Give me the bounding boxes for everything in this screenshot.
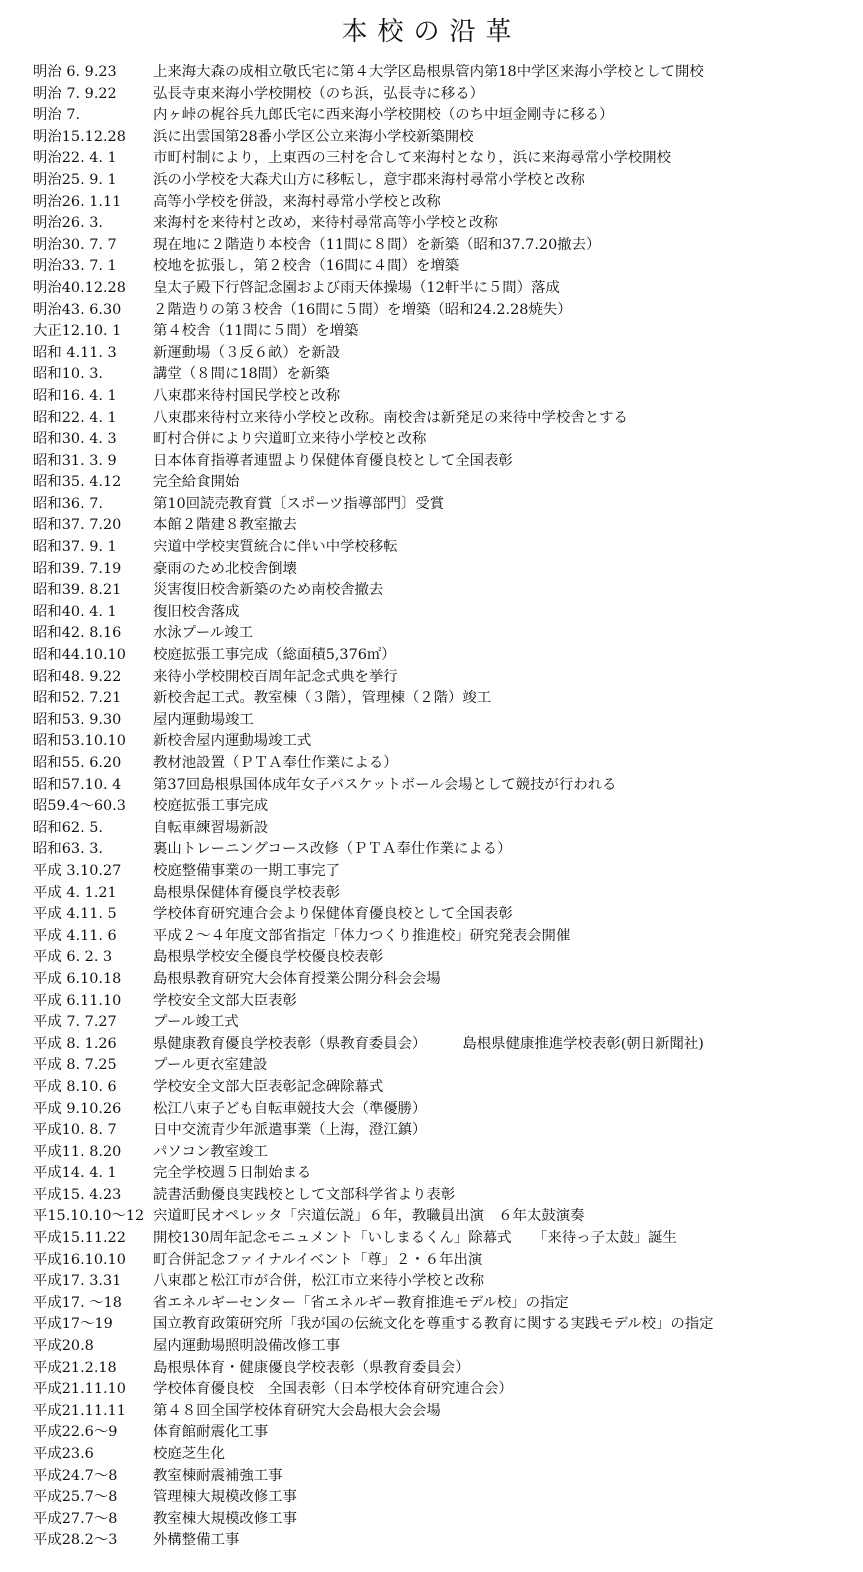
history-list (33, 62, 853, 1552)
entry-date: 平成11. 8.20 (33, 1143, 122, 1160)
entry-date: 平成 3.10.27 (33, 862, 122, 879)
history-entry (33, 1358, 853, 1380)
entry-date: 昭和53. 9.30 (33, 711, 122, 728)
entry-event: 来海村を来待村と改め，来待村尋常高等小学校と改称 (153, 215, 498, 232)
entry-event: 町村合併により宍道町立来待小学校と改称 (153, 431, 427, 448)
entry-event: ２階造りの第３校舎（16間に５間）を増築（昭和24.2.28焼失） (153, 301, 572, 318)
entry-date: 明治26. 3. (33, 215, 103, 232)
entry-event: 復旧校舎落成 (153, 603, 240, 620)
entry-event: 省エネルギーセンター「省エネルギー教育推進モデル校」の指定 (153, 1294, 569, 1311)
history-entry (33, 623, 853, 645)
entry-date: 昭和63. 3. (33, 841, 103, 858)
entry-date: 平成16.10.10 (33, 1251, 126, 1268)
history-entry (33, 1336, 853, 1358)
entry-event: 体育館耐震化工事 (153, 1424, 269, 1441)
entry-event: 八束郡来待村国民学校と改称 (153, 387, 341, 404)
entry-date: 平成 7. 7.27 (33, 1014, 117, 1031)
entry-event: 学校体育研究連合会より保健体育優良校として全国表彰 (153, 906, 513, 923)
history-entry (33, 537, 853, 559)
entry-event: 第10回読売教育賞〔スポーツ指導部門〕受賞 (153, 495, 445, 512)
entry-event: 弘長寺東来海小学校開校（のち浜，弘長寺に移る） (153, 85, 484, 102)
history-entry (33, 1163, 853, 1185)
history-entry (33, 1379, 853, 1401)
entry-date: 昭和 4.11. 3 (33, 344, 117, 361)
history-entry (33, 969, 853, 991)
history-entry (33, 84, 853, 106)
entry-event: 水泳プール竣工 (153, 625, 254, 642)
history-entry (33, 1185, 853, 1207)
history-entry (33, 1466, 853, 1488)
entry-event: 本館２階建８教室撤去 (153, 517, 297, 534)
history-entry (33, 775, 853, 797)
entry-event: 第４校舎（11間に５間）を増築 (153, 323, 359, 340)
entry-event: 日中交流青少年派遣事業（上海，澄江鎮） (153, 1122, 427, 1139)
entry-event: 現在地に２階造り本校舎（11間に８間）を新築（昭和37.7.20撤去） (153, 236, 601, 253)
entry-event: 浜に出雲国第28番小学区公立来海小学校新築開校 (153, 128, 474, 145)
history-entry (33, 213, 853, 235)
history-entry (33, 429, 853, 451)
entry-event: 宍道町民オペレッタ「宍道伝説」６年，教職員出演 ６年太鼓演奏 (153, 1208, 585, 1225)
entry-event: 町合併記念ファイナルイベント「尊」２・６年出演 (153, 1251, 483, 1268)
entry-date: 明治 6. 9.23 (33, 64, 117, 80)
entry-date: 昭和39. 8.21 (33, 582, 122, 599)
history-entry (33, 278, 853, 300)
entry-date: 平成 8. 7.25 (33, 1057, 117, 1074)
entry-date: 平成 4.11. 6 (33, 927, 117, 944)
entry-event: 高等小学校を併設，来海村尋常小学校と改称 (153, 193, 441, 210)
entry-date: 昭和36. 7. (33, 495, 103, 512)
history-entry (33, 731, 853, 753)
history-entry (33, 667, 853, 689)
entry-event: 校庭拡張工事完成（総面積5,376㎡） (153, 647, 396, 664)
entry-event: 教室棟耐震補強工事 (153, 1467, 283, 1484)
entry-event: プール竣工式 (153, 1014, 239, 1031)
history-entry (33, 710, 853, 732)
entry-event: 上来海大森の成相立敬氏宅に第４大学区島根県管内第18中学区来海小学校として開校 (153, 64, 704, 80)
history-entry (33, 1293, 853, 1315)
entry-event: 八束郡来待村立来待小学校と改称。南校舎は新発足の来待中学校舎とする (153, 409, 628, 426)
history-entry (33, 1142, 853, 1164)
entry-event: 宍道中学校実質統合に伴い中学校移転 (153, 539, 398, 556)
entry-event: 八束郡と松江市が合併，松江市立来待小学校と改称 (153, 1273, 484, 1290)
entry-event: 学校安全文部大臣表彰記念碑除幕式 (153, 1078, 384, 1095)
entry-date: 明治30. 7. 7 (33, 236, 117, 253)
entry-date: 平成17. 3.31 (33, 1273, 122, 1290)
history-entry (33, 559, 853, 581)
entry-date: 平成15. 4.23 (33, 1186, 122, 1203)
entry-date: 昭和39. 7.19 (33, 560, 122, 577)
entry-date: 昭和62. 5. (33, 819, 103, 836)
entry-date: 平成 6. 2. 3 (33, 949, 113, 966)
entry-event: 開校130周年記念モニュメント「いしまるくん」除幕式 「来待っ子太鼓」誕生 (153, 1230, 677, 1247)
history-entry (33, 1422, 853, 1444)
entry-event: 新校舎起工式。教室棟（３階），管理棟（２階）竣工 (153, 690, 492, 707)
entry-date: 平成15.11.22 (33, 1230, 126, 1247)
entry-date: 昭和44.10.10 (33, 647, 126, 664)
entry-date: 昭和40. 4. 1 (33, 603, 117, 620)
history-entry (33, 1250, 853, 1272)
entry-date: 平成20.8 (33, 1338, 94, 1355)
entry-event: 第37回島根県国体成年女子バスケットボール会場として競技が行われる (153, 776, 617, 793)
history-entry (33, 1099, 853, 1121)
entry-date: 明治26. 1.11 (33, 193, 122, 210)
entry-event: 新運動場（３反６畝）を新設 (153, 344, 341, 361)
entry-date: 昭和48. 9.22 (33, 668, 122, 685)
entry-event: 外構整備工事 (153, 1532, 240, 1549)
entry-event: 災害復旧校舎新築のため南校舎撤去 (153, 582, 384, 599)
entry-date: 平成 4. 1.21 (33, 884, 117, 901)
history-entry (33, 62, 853, 84)
entry-date: 平成 8. 1.26 (33, 1035, 117, 1052)
entry-event: 校庭拡張工事完成 (153, 798, 269, 815)
entry-event: 来待小学校開校百周年記念式典を挙行 (153, 668, 398, 685)
history-entry (33, 861, 853, 883)
history-entry (33, 343, 853, 365)
history-entry (33, 926, 853, 948)
history-entry (33, 991, 853, 1013)
entry-event: 島根県教育研究大会体育授業公開分科会会場 (153, 970, 441, 987)
entry-event: 読書活動優良実践校として文部科学省より表彰 (153, 1186, 456, 1203)
entry-event: 第４８回全国学校体育研究大会島根大会会場 (153, 1402, 441, 1419)
entry-date: 平成23.6 (33, 1446, 94, 1462)
history-entry (33, 1120, 853, 1142)
entry-event: 平成２～４年度文部省指定「体力つくり推進校」研究発表会開催 (153, 927, 571, 944)
history-entry (33, 321, 853, 343)
history-entry (33, 386, 853, 408)
entry-date: 昭和37. 7.20 (33, 517, 122, 534)
entry-event: 島根県学校安全優良学校優良校表彰 (153, 949, 384, 966)
entry-event: 校庭芝生化 (153, 1446, 225, 1462)
entry-date: 平成 9.10.26 (33, 1100, 122, 1117)
entry-event: 県健康教育優良学校表彰（県教育委員会） 島根県健康推進学校表彰(朝日新聞社) (153, 1035, 704, 1052)
entry-date: 大正12.10. 1 (33, 323, 122, 340)
history-entry (33, 1401, 853, 1423)
history-entry (33, 1444, 853, 1466)
history-entry (33, 645, 853, 667)
entry-event: 校地を拡張し，第２校舎（16間に４間）を増築 (153, 258, 460, 275)
history-entry (33, 1034, 853, 1056)
history-entry (33, 1055, 853, 1077)
entry-event: プール更衣室建設 (153, 1057, 268, 1074)
entry-date: 平成21.11.11 (33, 1402, 126, 1419)
history-entry (33, 883, 853, 905)
entry-date: 平成10. 8. 7 (33, 1122, 117, 1139)
entry-date: 平成28.2～3 (33, 1532, 118, 1549)
history-entry (33, 408, 853, 430)
entry-date: 平成14. 4. 1 (33, 1165, 117, 1182)
entry-date: 明治33. 7. 1 (33, 258, 117, 275)
history-entry (33, 127, 853, 149)
entry-event: 管理棟大規模改修工事 (153, 1489, 297, 1506)
entry-date: 明治15.12.28 (33, 128, 126, 145)
entry-event: 新校舎屋内運動場竣工式 (153, 733, 312, 750)
history-entry (33, 796, 853, 818)
history-entry (33, 904, 853, 926)
entry-date: 平成22.6～9 (33, 1424, 118, 1441)
history-entry (33, 170, 853, 192)
entry-date: 昭和37. 9. 1 (33, 539, 117, 556)
entry-date: 平成 4.11. 5 (33, 906, 117, 923)
history-entry (33, 753, 853, 775)
entry-date: 昭59.4～60.3 (33, 798, 126, 815)
history-entry (33, 148, 853, 170)
entry-date: 平成17～19 (33, 1316, 113, 1333)
entry-date: 明治43. 6.30 (33, 301, 122, 318)
history-entry (33, 580, 853, 602)
entry-event: 島根県体育・健康優良学校表彰（県教育委員会） (153, 1359, 470, 1376)
entry-event: 学校体育優良校 全国表彰（日本学校体育研究連合会） (153, 1381, 513, 1398)
entry-event: 屋内運動場竣工 (153, 711, 254, 728)
history-entry (33, 1509, 853, 1531)
entry-event: 自転車練習場新設 (153, 819, 269, 836)
entry-event: 校庭整備事業の一期工事完了 (153, 862, 341, 879)
entry-date: 平成 6.11.10 (33, 992, 122, 1009)
entry-date: 平15.10.10～12 (33, 1208, 145, 1225)
entry-event: 裏山トレーニングコース改修（ＰＴＡ奉仕作業による） (153, 841, 512, 858)
entry-date: 昭和31. 3. 9 (33, 452, 117, 469)
entry-event: 完全学校週５日制始まる (153, 1165, 312, 1182)
history-entry (33, 256, 853, 278)
entry-date: 昭和10. 3. (33, 366, 103, 383)
entry-event: 島根県保健体育優良学校表彰 (153, 884, 341, 901)
entry-date: 平成24.7～8 (33, 1467, 118, 1484)
entry-date: 平成27.7～8 (33, 1510, 118, 1527)
entry-event: 内ヶ峠の梶谷兵九郎氏宅に西来海小学校開校（のち中垣金剛寺に移る） (153, 107, 614, 124)
entry-date: 平成21.2.18 (33, 1359, 117, 1376)
entry-event: 松江八束子ども自転車競技大会（準優勝） (153, 1100, 427, 1117)
history-entry (33, 1012, 853, 1034)
entry-event: 講堂（８間に18間）を新築 (153, 366, 330, 383)
history-entry (33, 300, 853, 322)
history-entry (33, 472, 853, 494)
entry-date: 平成21.11.10 (33, 1381, 126, 1398)
history-entry (33, 818, 853, 840)
entry-date: 明治 7. 9.22 (33, 85, 117, 102)
entry-date: 昭和53.10.10 (33, 733, 126, 750)
entry-event: 日本体育指導者連盟より保健体育優良校として全国表彰 (153, 452, 513, 469)
entry-date: 平成25.7～8 (33, 1489, 118, 1506)
history-entry (33, 602, 853, 624)
entry-date: 昭和42. 8.16 (33, 625, 122, 642)
entry-date: 明治 7. (33, 107, 81, 124)
history-entry (33, 1530, 853, 1552)
history-entry (33, 1271, 853, 1293)
history-entry (33, 451, 853, 473)
history-entry (33, 494, 853, 516)
entry-date: 昭和30. 4. 3 (33, 431, 117, 448)
entry-event: 学校安全文部大臣表彰 (153, 992, 297, 1009)
entry-date: 昭和55. 6.20 (33, 755, 122, 771)
history-entry (33, 235, 853, 257)
history-entry (33, 1314, 853, 1336)
history-entry (33, 947, 853, 969)
entry-date: 平成 6.10.18 (33, 970, 122, 987)
history-entry (33, 839, 853, 861)
history-entry (33, 1487, 853, 1509)
page-title: 本校の沿革 (341, 17, 522, 47)
entry-date: 明治40.12.28 (33, 279, 126, 296)
history-entry (33, 1077, 853, 1099)
history-entry (33, 192, 853, 214)
entry-date: 明治25. 9. 1 (33, 171, 117, 188)
history-entry (33, 1228, 853, 1250)
entry-date: 昭和22. 4. 1 (33, 409, 117, 426)
entry-event: 皇太子殿下行啓記念園および雨天体操場（12軒半に５間）落成 (153, 279, 560, 296)
entry-event: 国立教育政策研究所「我が国の伝統文化を尊重する教育に関する実践モデル校」の指定 (153, 1316, 714, 1333)
entry-event: 屋内運動場照明設備改修工事 (153, 1338, 341, 1355)
entry-event: 市町村制により，上東西の三村を合して来海村となり，浜に来海尋常小学校開校 (153, 150, 672, 167)
entry-date: 平成 8.10. 6 (33, 1078, 117, 1095)
entry-event: 浜の小学校を大森犬山方に移転し，意宇郡来海村尋常小学校と改称 (153, 171, 585, 188)
entry-date: 平成17. ～18 (33, 1294, 122, 1311)
entry-event: パソコン教室竣工 (153, 1143, 268, 1160)
history-entry (33, 364, 853, 386)
entry-event: 完全給食開始 (153, 474, 240, 491)
history-entry (33, 688, 853, 710)
history-entry (33, 515, 853, 537)
history-entry (33, 105, 853, 127)
entry-event: 教材池設置（ＰＴＡ奉仕作業による） (153, 755, 398, 771)
entry-date: 昭和16. 4. 1 (33, 387, 117, 404)
entry-date: 昭和52. 7.21 (33, 690, 122, 707)
entry-event: 豪雨のため北校舎倒壊 (153, 560, 297, 577)
entry-event: 教室棟大規模改修工事 (153, 1510, 297, 1527)
entry-date: 昭和35. 4.12 (33, 474, 122, 491)
entry-date: 明治22. 4. 1 (33, 150, 117, 167)
history-entry (33, 1206, 853, 1228)
entry-date: 昭和57.10. 4 (33, 776, 122, 793)
